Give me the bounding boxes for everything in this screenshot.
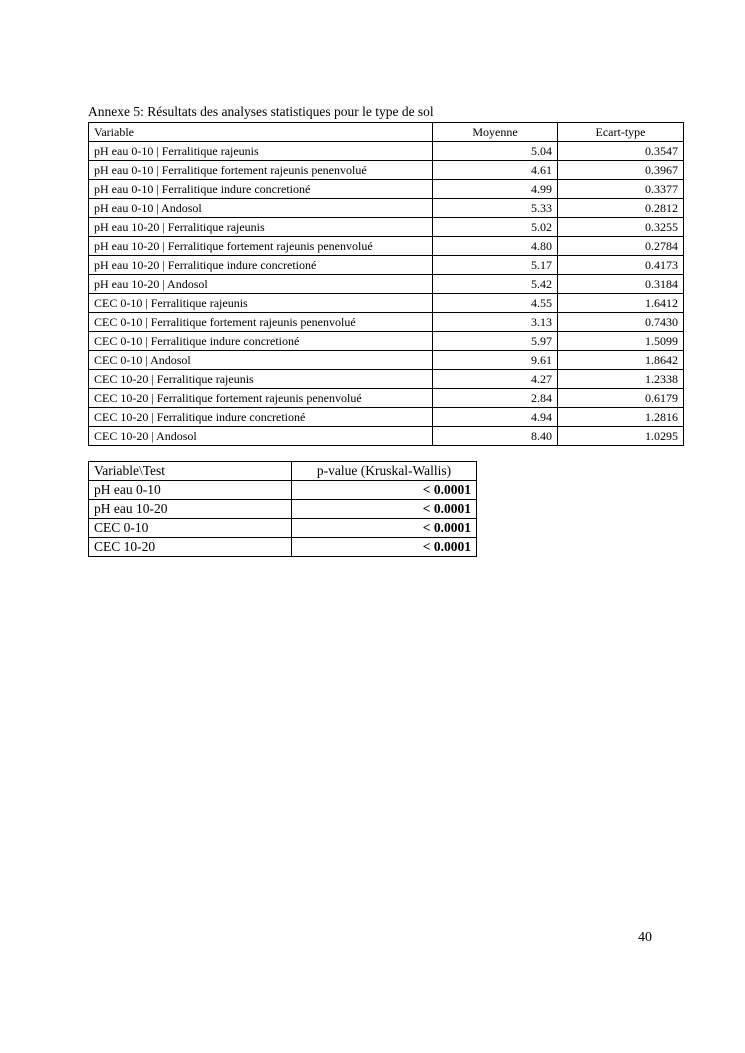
page-number: 40 [638, 930, 652, 945]
cell-variable: pH eau 0-10 | Ferralitique fortement rajeunis penenvolué [89, 161, 433, 180]
cell-variable: CEC 0-10 | Ferralitique rajeunis [89, 294, 433, 313]
cell-variable: pH eau 10-20 | Ferralitique fortement rajeunis penenvolué [89, 237, 433, 256]
table-header-row [89, 462, 477, 481]
column-header-p-value: p-value (Kruskal-Wallis) [292, 462, 477, 481]
cell-ecart-type: 0.4173 [558, 256, 684, 275]
cell-moyenne: 5.33 [433, 199, 558, 218]
cell-variable: CEC 0-10 [89, 519, 292, 538]
table-header-row [89, 123, 684, 142]
statistics-table-body [89, 142, 684, 446]
cell-moyenne: 4.61 [433, 161, 558, 180]
table-row [89, 427, 684, 446]
cell-moyenne: 5.04 [433, 142, 558, 161]
cell-moyenne: 5.42 [433, 275, 558, 294]
cell-variable: CEC 10-20 [89, 538, 292, 557]
table-row [89, 389, 684, 408]
cell-variable: pH eau 10-20 | Ferralitique indure concretioné [89, 256, 433, 275]
cell-p-value: < 0.0001 [292, 481, 477, 500]
cell-moyenne: 2.84 [433, 389, 558, 408]
table-row [89, 538, 477, 557]
cell-variable: CEC 0-10 | Ferralitique fortement rajeunis penenvolué [89, 313, 433, 332]
cell-variable: CEC 10-20 | Ferralitique rajeunis [89, 370, 433, 389]
table-row [89, 481, 477, 500]
table-row [89, 218, 684, 237]
cell-variable: CEC 0-10 | Ferralitique indure concretioné [89, 332, 433, 351]
cell-variable: pH eau 0-10 | Ferralitique rajeunis [89, 142, 433, 161]
cell-ecart-type: 0.2812 [558, 199, 684, 218]
cell-moyenne: 5.97 [433, 332, 558, 351]
cell-variable: CEC 10-20 | Andosol [89, 427, 433, 446]
cell-variable: CEC 10-20 | Ferralitique fortement rajeunis penenvolué [89, 389, 433, 408]
cell-moyenne: 5.17 [433, 256, 558, 275]
table-row [89, 313, 684, 332]
cell-p-value: < 0.0001 [292, 519, 477, 538]
table-row [89, 370, 684, 389]
cell-p-value: < 0.0001 [292, 538, 477, 557]
cell-ecart-type: 0.2784 [558, 237, 684, 256]
table-row [89, 519, 477, 538]
cell-p-value: < 0.0001 [292, 500, 477, 519]
kruskal-wallis-table-body [89, 481, 477, 557]
table-row [89, 294, 684, 313]
cell-moyenne: 5.02 [433, 218, 558, 237]
table-row [89, 408, 684, 427]
cell-moyenne: 8.40 [433, 427, 558, 446]
cell-moyenne: 4.99 [433, 180, 558, 199]
cell-ecart-type: 0.6179 [558, 389, 684, 408]
cell-variable: pH eau 10-20 | Ferralitique rajeunis [89, 218, 433, 237]
statistics-table [88, 122, 684, 446]
kruskal-wallis-table [88, 461, 477, 557]
table-row [89, 161, 684, 180]
table-row [89, 142, 684, 161]
table-row [89, 500, 477, 519]
cell-ecart-type: 0.3184 [558, 275, 684, 294]
cell-moyenne: 4.27 [433, 370, 558, 389]
cell-ecart-type: 0.3967 [558, 161, 684, 180]
column-header-variable-test: Variable\Test [89, 462, 292, 481]
table-row [89, 180, 684, 199]
cell-variable: pH eau 10-20 [89, 500, 292, 519]
table-row [89, 237, 684, 256]
cell-variable: pH eau 0-10 | Ferralitique indure concretioné [89, 180, 433, 199]
column-header-moyenne: Moyenne [433, 123, 558, 142]
table-row [89, 256, 684, 275]
cell-variable: CEC 10-20 | Ferralitique indure concretioné [89, 408, 433, 427]
column-header-variable: Variable [89, 123, 433, 142]
table-caption: Annexe 5: Résultats des analyses statistiques pour le type de sol [88, 104, 434, 119]
cell-ecart-type: 0.3377 [558, 180, 684, 199]
table-row [89, 275, 684, 294]
cell-variable: pH eau 0-10 [89, 481, 292, 500]
column-header-ecart-type: Ecart-type [558, 123, 684, 142]
cell-variable: pH eau 0-10 | Andosol [89, 199, 433, 218]
cell-ecart-type: 1.8642 [558, 351, 684, 370]
cell-variable: pH eau 10-20 | Andosol [89, 275, 433, 294]
cell-variable: CEC 0-10 | Andosol [89, 351, 433, 370]
cell-moyenne: 9.61 [433, 351, 558, 370]
table-row [89, 351, 684, 370]
cell-ecart-type: 1.2816 [558, 408, 684, 427]
table-row [89, 199, 684, 218]
table-row [89, 332, 684, 351]
cell-ecart-type: 0.7430 [558, 313, 684, 332]
cell-ecart-type: 0.3255 [558, 218, 684, 237]
cell-ecart-type: 0.3547 [558, 142, 684, 161]
cell-moyenne: 4.80 [433, 237, 558, 256]
cell-ecart-type: 1.0295 [558, 427, 684, 446]
cell-moyenne: 4.55 [433, 294, 558, 313]
cell-moyenne: 4.94 [433, 408, 558, 427]
cell-ecart-type: 1.6412 [558, 294, 684, 313]
cell-ecart-type: 1.2338 [558, 370, 684, 389]
cell-ecart-type: 1.5099 [558, 332, 684, 351]
cell-moyenne: 3.13 [433, 313, 558, 332]
